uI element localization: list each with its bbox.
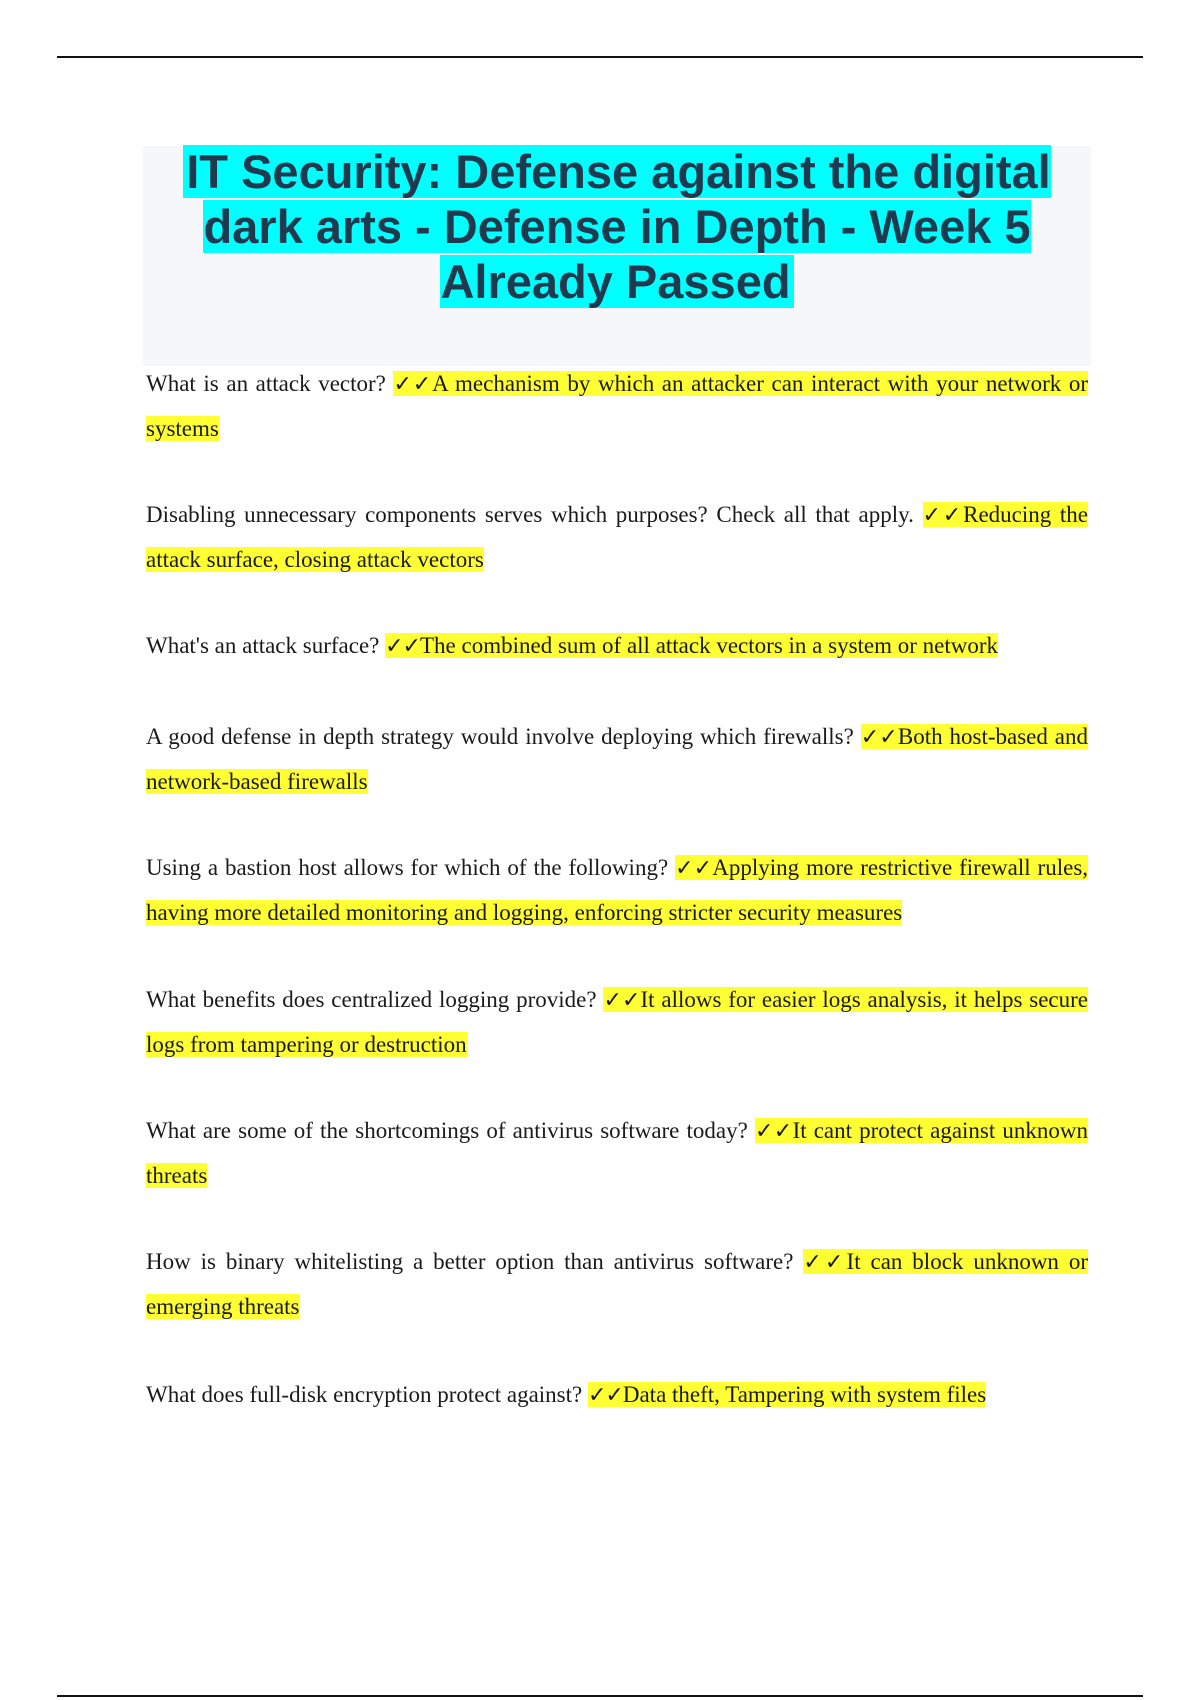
qa-item: [146, 1109, 1088, 1198]
qa-item: [146, 715, 1088, 804]
qa-item: [146, 493, 1088, 582]
qa-item: [146, 1240, 1088, 1329]
answer-body: A mechanism by which an attacker can interact with your network or systems: [146, 371, 1088, 441]
question-text: Using a bastion host allows for which of the following?: [146, 855, 669, 880]
top-rule: [57, 56, 1143, 58]
question-text: What's an attack surface?: [146, 633, 380, 658]
qa-item: [146, 362, 1088, 451]
answer-text: [588, 1382, 986, 1407]
answer-body: Data theft, Tampering with system files: [622, 1382, 987, 1407]
check-icon: ✓✓: [393, 372, 433, 397]
check-icon: ✓✓: [922, 503, 964, 528]
check-icon: ✓✓: [803, 1250, 847, 1275]
question-text: What does full-disk encryption protect against?: [146, 1382, 583, 1407]
document-title: [143, 144, 1091, 309]
question-text: Disabling unnecessary components serves which purposes? Check all that apply.: [146, 502, 914, 527]
question-text: What are some of the shortcomings of antivirus software today?: [146, 1118, 748, 1143]
answer-body: Reducing the attack surface, closing attack vectors: [146, 502, 1088, 572]
check-icon: ✓✓: [860, 725, 898, 750]
question-text: What is an attack vector?: [146, 371, 386, 396]
answer-text: [385, 633, 998, 658]
question-text: What benefits does centralized logging provide?: [146, 987, 597, 1012]
question-text: A good defense in depth strategy would involve deploying which firewalls?: [146, 724, 854, 749]
question-text: How is binary whitelisting a better option than antivirus software?: [146, 1249, 794, 1274]
check-icon: ✓✓: [675, 856, 713, 881]
qa-item: [146, 846, 1088, 935]
check-icon: ✓✓: [587, 1383, 623, 1408]
document-title-text: IT Security: Defense against the digital dark arts - Defense in Depth - Week 5 Already Passed: [183, 145, 1050, 308]
answer-body: Applying more restrictive firewall rules, having more detailed monitoring and logging, enforcing stricter security measures: [146, 855, 1089, 925]
answer-body: It allows for easier logs analysis, it helps secure logs from tampering or destruction: [146, 987, 1088, 1057]
answer-body: Both host-based and network-based firewalls: [146, 724, 1089, 794]
qa-item: [146, 624, 1088, 669]
answer-body: It cant protect against unknown threats: [146, 1118, 1088, 1188]
qa-item: [146, 978, 1088, 1067]
check-icon: ✓✓: [754, 1119, 793, 1144]
check-icon: ✓✓: [603, 988, 641, 1013]
check-icon: ✓✓: [385, 634, 420, 659]
answer-body: It can block unknown or emerging threats: [146, 1249, 1088, 1319]
qa-item: [146, 1373, 1088, 1418]
answer-body: The combined sum of all attack vectors in a system or network: [420, 633, 999, 658]
bottom-rule: [57, 1695, 1143, 1697]
